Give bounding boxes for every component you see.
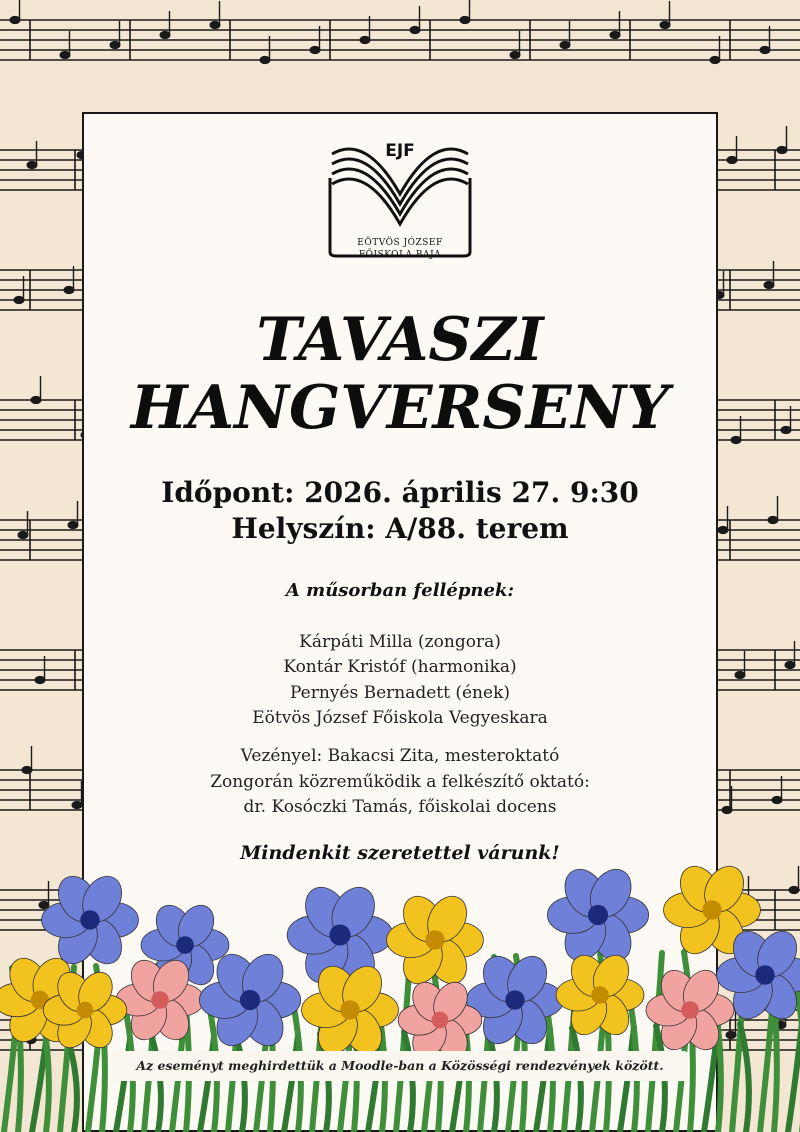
performer-item: Pernyés Bernadett (ének)	[289, 683, 510, 703]
performer-item: Kárpáti Milla (zongora)	[299, 632, 501, 652]
program-intro: A műsorban fellépnek:	[285, 580, 515, 601]
logo-text-line1: EÖTVÖS JÓZSEF	[357, 238, 443, 248]
logo-text-line2: FŐISKOLA BAJA	[358, 250, 442, 260]
event-place: Helyszín: A/88. terem	[231, 512, 569, 545]
event-time: Időpont: 2026. április 27. 9:30	[161, 476, 639, 509]
flower-border-illustration	[0, 850, 800, 1132]
performer-item: Eötvös József Főiskola Vegyeskara	[252, 708, 548, 728]
credit-item: Vezényel: Bakacsi Zita, mesteroktató	[240, 746, 560, 766]
footer-note: Az eseményt meghirdettük a Moodle-ban a Közösségi rendezvények között.	[112, 1051, 688, 1081]
title-line2: HANGVERSENY	[130, 373, 670, 443]
closing-message: Mindenkit szeretettel várunk!	[240, 842, 560, 864]
credit-item: dr. Kosóczki Tamás, főiskolai docens	[243, 797, 557, 817]
credit-item: Zongorán közreműködik a felkészítő oktató:	[210, 772, 590, 792]
performer-item: Kontár Kristóf (harmonika)	[283, 657, 517, 677]
svg-text:EJF: EJF	[385, 141, 415, 161]
title-line1: TAVASZI	[256, 305, 544, 375]
